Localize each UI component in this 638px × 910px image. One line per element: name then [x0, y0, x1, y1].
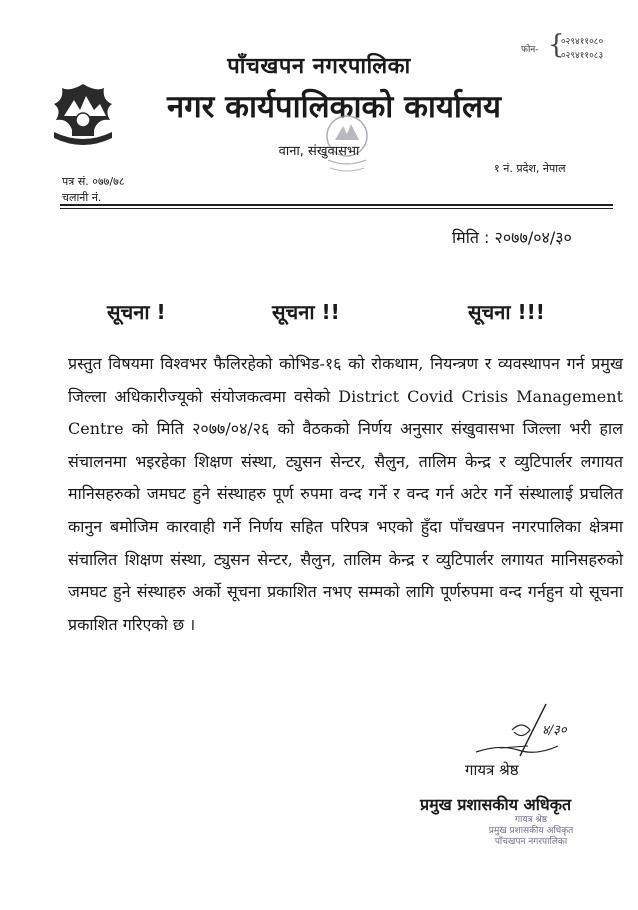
- signer-name: गायत्र श्रेष्ठ: [465, 761, 519, 779]
- notice-body: प्रस्तुत विषयमा विश्वभर फैलिरहेको कोभिड-१६ को रोकथाम, नियन्त्रण र व्यवस्थापन गर्न प्रमुख जिल्ला अधिकारीज्यूको संयोजकत्वमा वसेको District Covid Crisis Management Centre को मिति २०७७/०४/२६ को वैठकको निर्णय अनुसार संखुवासभा जिल्ला भरी हाल संचालनमा भइरहेका शिक्षण संस्था, ट्युसन सेन्टर, सैलुन, तालिम केन्द्र र व्युटिपार्लर लगायत मानिसहरुको जमघट हुने संस्थाहरु पूर्ण रुपमा वन्द गर्ने र वन्द गर्न अटेर गर्ने संस्थालाई प्रचलित कानुन बमोजिम कारवाही गर्ने निर्णय सहित परिपत्र भएको हुँदा पाँचखपन नगरपालिका क्षेत्रमा संचालित शिक्षण संस्था, ट्युसन सेन्टर, सैलुन, तालिम केन्द्र र व्युटिपार्लर लगायत मानिसहरुको जमघट हुने संस्थाहरु अर्को सूचना प्रकाशित नभए सम्मको लागि पूर्णरुपमा वन्द गर्नहुन यो सूचना प्रकाशित गरिएको छ ।: [68, 354, 623, 634]
- signer-title: प्रमुख प्रशासकीय अधिकृत: [420, 795, 572, 814]
- phone-number-2: ०२९४११०८३: [561, 51, 604, 61]
- letter-date: मिति : २०७७/०४/३०: [452, 228, 572, 247]
- officer-stamp: [470, 815, 592, 848]
- dispatch-number: चलानी नं.: [62, 191, 102, 204]
- notice-heading-3: सूचना !!!: [468, 300, 545, 324]
- stamp-line-name: गायत्र श्रेष्ठ: [514, 815, 548, 825]
- reference-number: पत्र सं. ०७७/७८: [62, 175, 125, 188]
- phone-number-1: ०२९४११०८०: [561, 37, 604, 47]
- office-address: वाना, संखुवासभा: [278, 144, 360, 159]
- province: १ नं. प्रदेश, नेपाल: [494, 162, 566, 175]
- handwritten-signature: [470, 700, 590, 760]
- municipality-name: पाँचखपन नगरपालिका: [227, 54, 411, 79]
- stamp-line-title: प्रमुख प्रशासकीय अधिकृत: [488, 826, 574, 836]
- signature-date: ४/३०: [542, 723, 567, 738]
- office-title: नगर कार्यपालिकाको कार्यालय: [167, 89, 501, 125]
- phone-brace: {: [548, 30, 565, 60]
- notice-heading-2: सूचना !!: [272, 300, 340, 324]
- phone-label: फोन-: [521, 45, 539, 55]
- stamp-line-office: पाँचखपन नगरपालिका: [494, 837, 568, 847]
- header-divider: [60, 204, 613, 206]
- header-divider-thin: [60, 208, 613, 209]
- notice-heading-1: सूचना !: [107, 300, 166, 324]
